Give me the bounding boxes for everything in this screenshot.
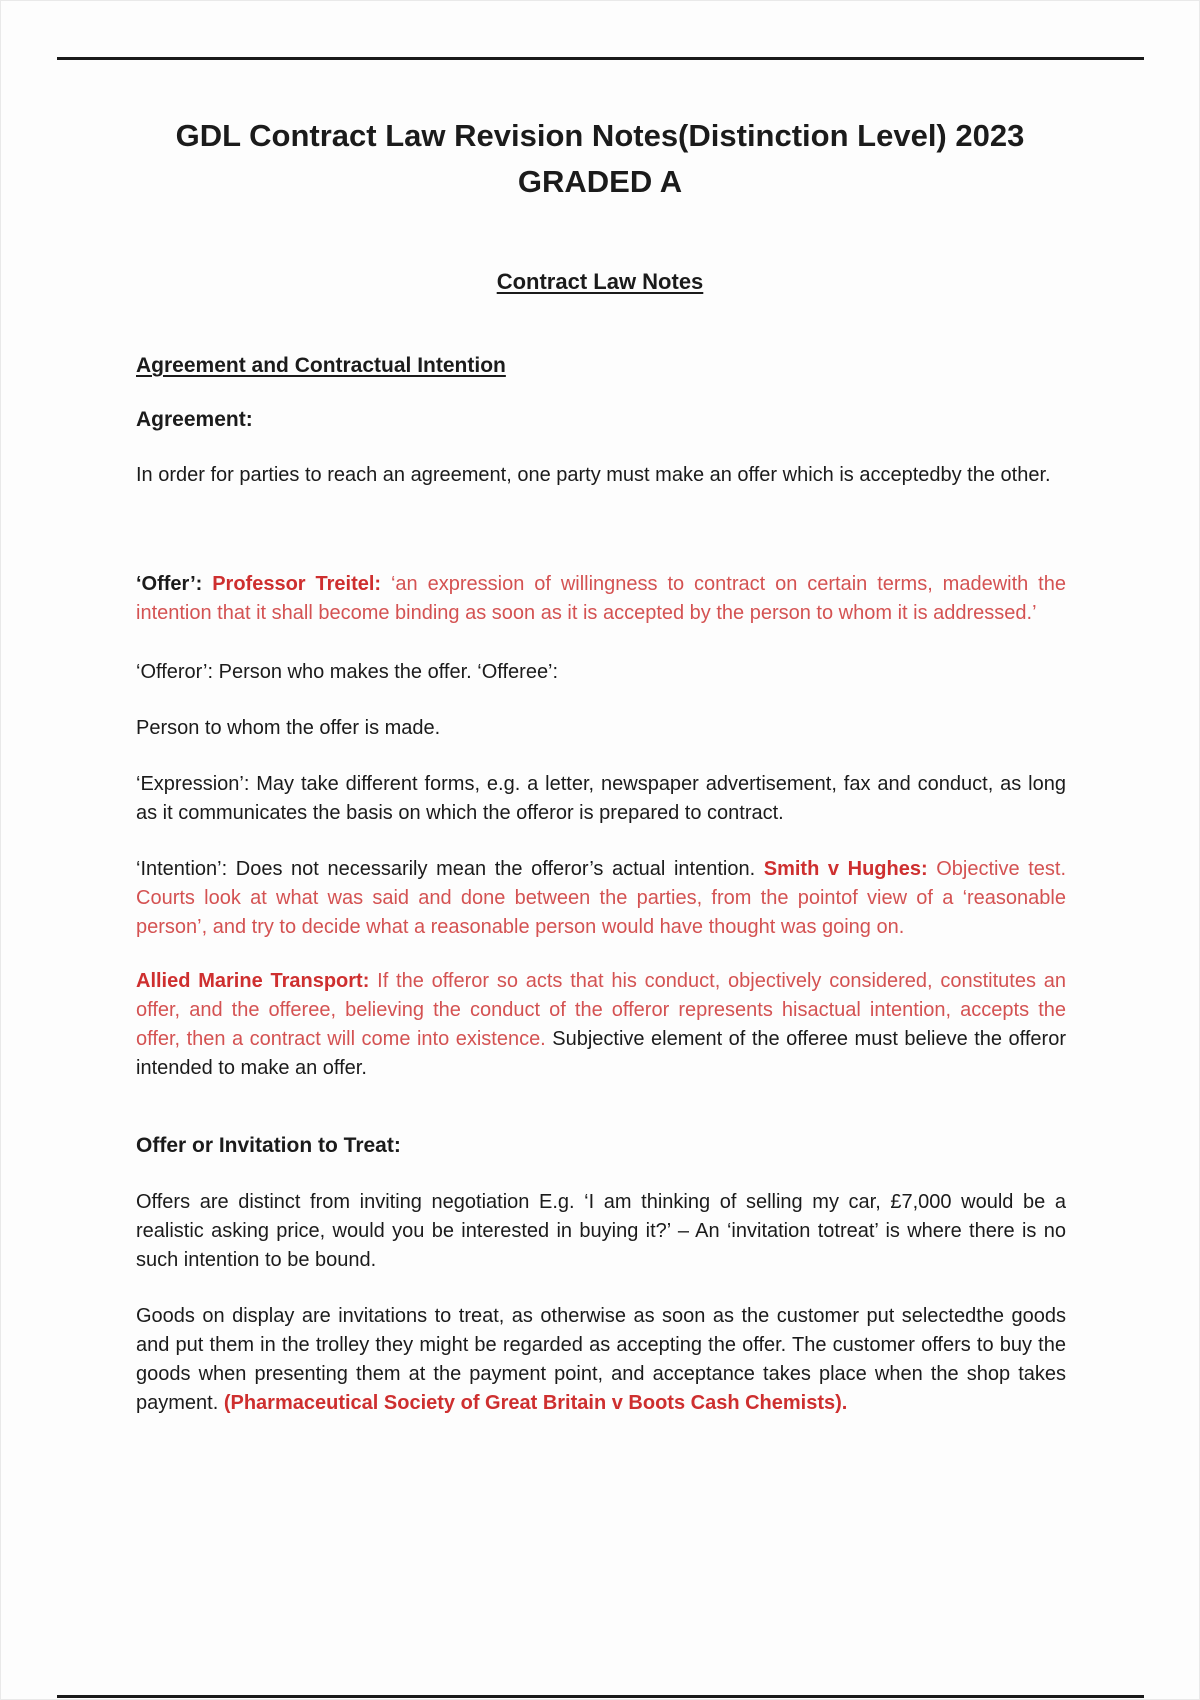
- paragraph-person-offer-made: [136, 714, 1066, 743]
- subheading-agreement: Agreement:: [136, 408, 253, 431]
- paragraph-allied-marine-transport: [136, 967, 1066, 1083]
- text-run: ‘Intention’: Does not necessarily mean the offeror’s actual intention.: [136, 858, 764, 880]
- document-title-line-2: GRADED A: [517, 164, 683, 199]
- text-run: In order for parties to reach an agreement, one party must make an offer which is acceptedby the other.: [136, 464, 1051, 486]
- text-run: Offers are distinct from inviting negotiation E.g. ‘I am thinking of selling my car, £7,000 would be a realistic asking price, would you be interested in buying it?’ – An ‘invitation totreat’ is where there is no such intention to be bound.: [136, 1191, 1066, 1271]
- document-title: [61, 113, 1139, 205]
- paragraph-offer-definition: [136, 570, 1066, 628]
- document-title-line-1: GDL Contract Law Revision Notes(Distinction Level) 2023: [175, 118, 1025, 153]
- top-divider: [57, 57, 1144, 60]
- text-run: ‘Expression’: May take different forms, e.g. a letter, newspaper advertisement, fax and conduct, as long as it communicates the basis on which the offeror is prepared to contract.: [136, 773, 1066, 824]
- text-run: (Pharmaceutical Society of Great Britain v Boots Cash Chemists).: [223, 1392, 848, 1414]
- paragraph-goods-on-display: [136, 1302, 1066, 1418]
- paragraph-agreement-intro: [136, 461, 1066, 490]
- section-heading-offer-or-invitation-to-treat: Offer or Invitation to Treat:: [136, 1134, 401, 1157]
- text-run: ‘an expression of willingness to contract on certain terms, madewith the intention that it shall become binding as soon as it is accepted by the person to whom it is addressed.’: [136, 573, 1066, 624]
- bottom-divider: [57, 1695, 1144, 1698]
- document-body: [136, 295, 1066, 1418]
- document-subtitle-text: Contract Law Notes: [496, 269, 704, 294]
- text-run: ‘Offeror’: Person who makes the offer. ‘Offeree’:: [136, 661, 559, 683]
- paragraph-expression: [136, 770, 1066, 828]
- text-run: Professor Treitel:: [212, 573, 382, 595]
- text-run: Objective test. Courts look at what was said and done between the parties, from the pointof view of a ‘reasonable person’, and try to decide what a reasonable person would have thought was going on.: [136, 858, 1067, 938]
- paragraph-intention: [136, 855, 1066, 942]
- text-run: Goods on display are invitations to treat, as otherwise as soon as the customer put selectedthe goods and put them in the trolley they might be regarded as accepting the offer. The customer offers to buy the goods when presenting them at the payment point, and acceptance takes place when the shop takes payment.: [136, 1305, 1066, 1414]
- section-heading-agreement-and-contractual-intention: Agreement and Contractual Intention: [136, 354, 506, 377]
- text-run: Smith v Hughes:: [763, 858, 928, 880]
- paragraph-offeror-offeree: [136, 658, 1066, 687]
- text-run: If the offeror so acts that his conduct, objectively considered, constitutes an offer, and the offeree, believing the conduct of the offeror represents hisactual intention, accepts the offer, then a contract will come into existence.: [136, 970, 1066, 1050]
- document-subtitle: [1, 269, 1199, 295]
- text-run: ‘Offer’:: [136, 573, 213, 595]
- paragraph-invitation-distinct: [136, 1188, 1066, 1275]
- text-run: Person to whom the offer is made.: [136, 717, 441, 739]
- text-run: Subjective element of the offeree must believe the offeror intended to make an offer.: [136, 1028, 1066, 1079]
- text-run: Allied Marine Transport:: [136, 970, 370, 992]
